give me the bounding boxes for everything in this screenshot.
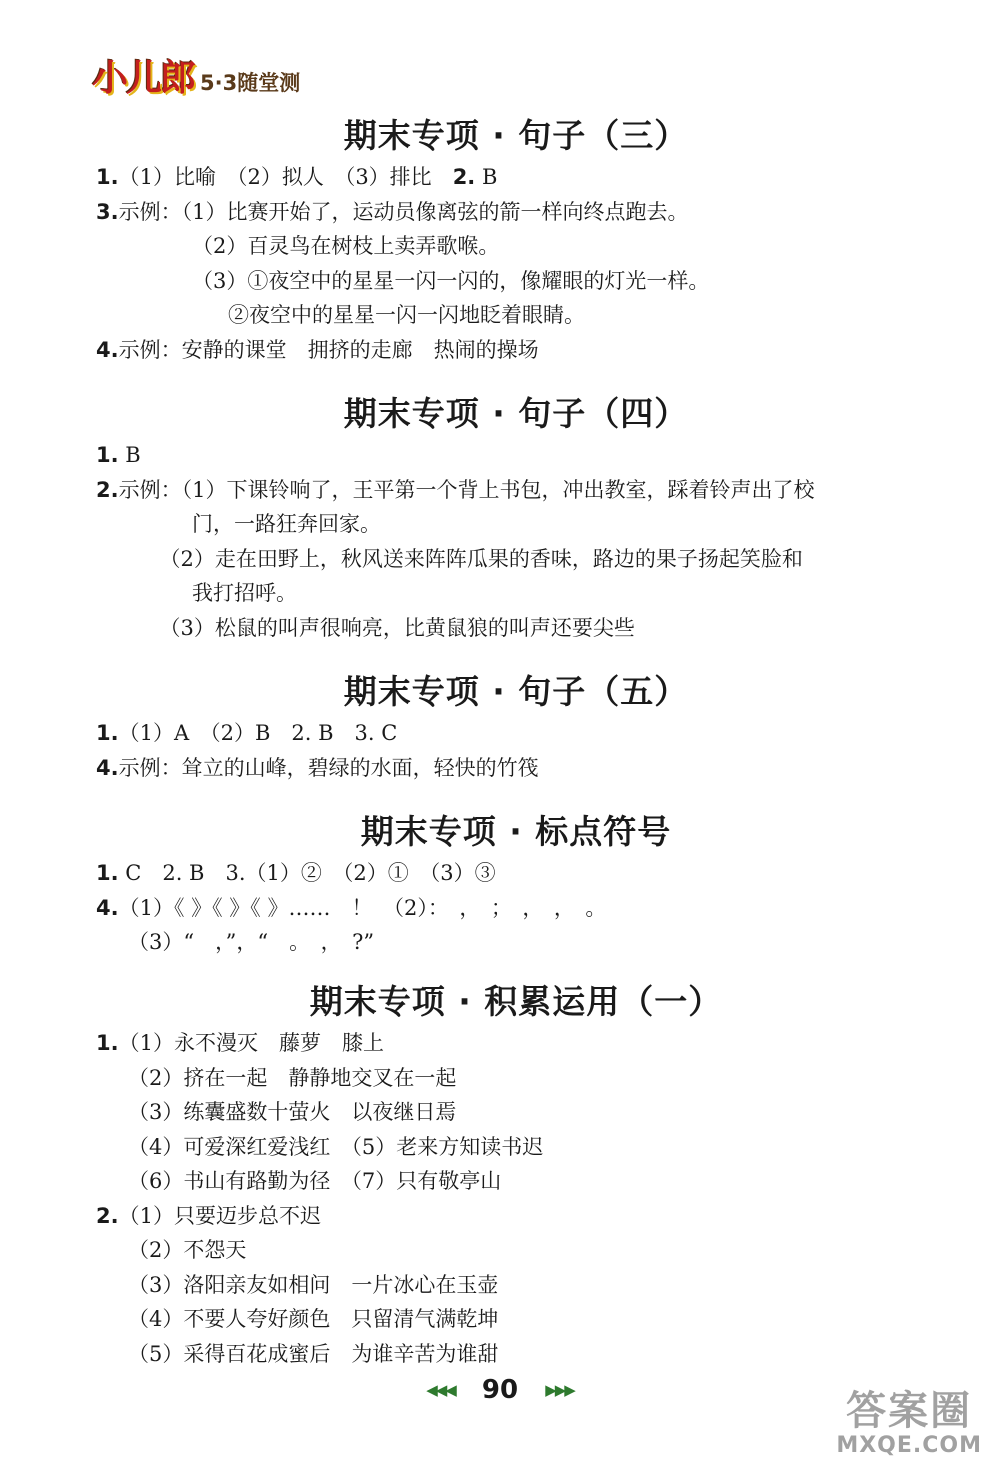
- answer-line: （5）采得百花成蜜后 为谁辛苦为谁甜: [128, 1341, 499, 1366]
- answer-line: 1. C 2. B 3.（1）② （2）① （3）③: [96, 861, 496, 885]
- answer-line: ②夜空中的星星一闪一闪地眨着眼睛。: [228, 303, 585, 327]
- answer-line: （3）练囊盛数十萤火 以夜继日焉: [128, 1100, 457, 1124]
- watermark-url: MXQE.COM: [836, 1433, 982, 1458]
- answer-line: （2）不怨天: [128, 1238, 247, 1262]
- series-name: 5·3随堂测: [200, 71, 301, 95]
- left-arrows-icon: ◀◀◀: [426, 1381, 455, 1399]
- answer-line: （2）百灵鸟在树枝上卖弄歌喉。: [192, 234, 500, 258]
- answer-line: （3）洛阳亲友如相问 一片冰心在玉壶: [128, 1272, 499, 1297]
- answer-line: 我打招呼。: [192, 581, 297, 605]
- page-number: 90: [481, 1375, 519, 1405]
- answer-line: （3）①夜空中的星星一闪一闪的，像耀眼的灯光一样。: [192, 268, 710, 293]
- brand-logo: 小儿郎: [92, 58, 195, 99]
- answer-line: 门，一路狂奔回家。: [192, 512, 381, 536]
- section-title: 期末专项 · 句子（五）: [343, 672, 689, 711]
- answer-line: 4.（1）《 》《 》《 》…… ！ （2）： ， ； ， ， 。: [96, 895, 607, 920]
- section-accumulation-1: [96, 978, 936, 1371]
- brand-header: [92, 50, 300, 101]
- answer-line: 1.（1）A （2）B 2. B 3. C: [96, 721, 398, 745]
- watermark-logo: 答案圈: [846, 1388, 973, 1434]
- section-title: 期末专项 · 积累运用（一）: [309, 982, 723, 1021]
- answer-line: （6）书山有路勤为径 （7）只有敬亭山: [128, 1169, 502, 1193]
- answer-line: （2）挤在一起 静静地交叉在一起: [128, 1065, 457, 1090]
- answer-line: 2.（1）只要迈步总不迟: [96, 1203, 321, 1228]
- answer-line: 1.（1）比喻 （2）拟人 （3）排比 2. B: [96, 165, 498, 189]
- section-sentence-5: [96, 668, 936, 785]
- section-title: 期末专项 · 句子（四）: [343, 394, 689, 433]
- answer-line: 4.示例：安静的课堂 拥挤的走廊 热闹的操场: [96, 337, 539, 362]
- answer-line: 1.（1）永不漫灭 藤萝 膝上: [96, 1031, 384, 1055]
- right-arrows-icon: ▶▶▶: [545, 1381, 574, 1399]
- section-sentence-3: [96, 112, 936, 367]
- answer-line: （3）“ ，”，“ 。 ， ?”: [128, 930, 375, 954]
- answer-line: （3）松鼠的叫声很响亮，比黄鼠狼的叫声还要尖些: [128, 615, 635, 640]
- watermark: [836, 1388, 982, 1458]
- answer-line: 3.示例：（1）比赛开始了，运动员像离弦的箭一样向终点跑去。: [96, 199, 689, 224]
- answer-line: 1. B: [96, 443, 141, 467]
- answer-line: 2.示例：（1）下课铃响了，王平第一个背上书包，冲出教室，踩着铃声出了校: [96, 477, 815, 502]
- answer-line: （4）不要人夸好颜色 只留清气满乾坤: [128, 1307, 499, 1331]
- section-punctuation: [96, 808, 936, 960]
- section-title: 期末专项 · 标点符号: [360, 812, 672, 851]
- answer-line: （4）可爱深红爱浅红 （5）老来方知读书迟: [128, 1134, 544, 1159]
- section-sentence-4: [96, 390, 936, 645]
- section-title: 期末专项 · 句子（三）: [343, 116, 689, 155]
- answer-line: （2）走在田野上，秋风送来阵阵瓜果的香味，路边的果子扬起笑脸和: [128, 546, 803, 571]
- answer-line: 4.示例：耸立的山峰，碧绿的水面，轻快的竹筏: [96, 755, 539, 780]
